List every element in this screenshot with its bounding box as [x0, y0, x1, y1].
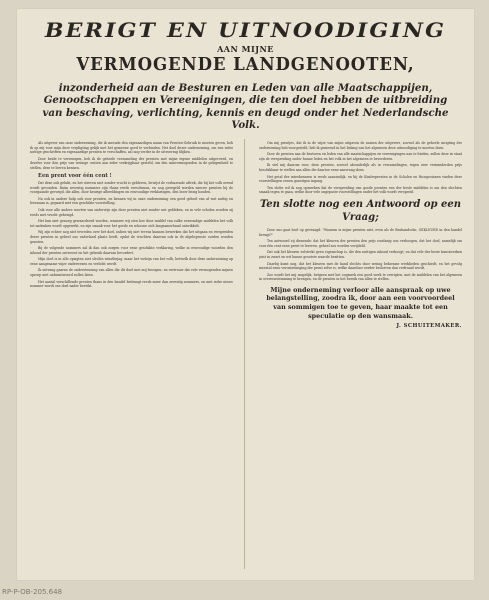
- paragraph: Dat deze ook gelukt, en het streven niet zonder vrucht is gebleven, bewijst de verbazende aftrek, die bij het volk overal wordt gevonden. Ruim zeventig nommers zijn thans reeds verschenen, en nog geregeld worden nieuwe prenten bij de voorgaande gevoegd, die allen, door keurige afbeeldingen en eenvoudige verklaringen, den lezer bezig houden.: [30, 180, 233, 195]
- paragraph: Wij zijn echter nog niet tevreden over het doel, indien wij niet tevens kunnen bewerken dat het uitgaan en verspreiden dezer prenten in geheel ons vaderland plaats heeft, opdat de vruchten daarvan ook in de afgelegenste oorden worden genoten.: [30, 230, 233, 244]
- poster-subtitle: inzonderheid aan de Besturen en Leden van alle Maatschappijen, Genootschappen en Vereenigingen, die ten doel hebben de uitbreiding van beschaving, verlichting, kennis en deugd onder het Nederlandsche Volk.: [42, 82, 449, 132]
- section-banner: Ten slotte nog een Antwoord op een Vraag;: [260, 198, 461, 223]
- poster-sheet: [17, 9, 474, 580]
- paragraph: Ook voor alle andere soorten van onderwijs zijn deze prenten niet zonder nut gebleken, en in vele scholen worden zij reeds met vrucht gebezigd.: [30, 207, 233, 217]
- paragraph: Als uitgever van onze onderneming, die ik meende den eigenaardigen naam van Prenten-Gebruik te moeten geven, heb ik op mij voor mijn dure verpligting gelijk met het gemeene goed te verbinden. Het doel dezer onderneming, om een ieder nuttige geschriften en eigenaardige prenten te verschaffen, zal nog verder in de uitvoering blijken.: [30, 141, 233, 155]
- paragraph: Om mij prentjes, dat ik in de wijze van mijne uitgaven de namen der uitgevers, zoowel als de geheele inrigting der onderneming heb voorgesteld, heb ik gemeend in het belang van het algemeen deze uitnoodiging te moeten doen.: [259, 141, 462, 150]
- paragraph: Door de prenten aan de besturen en leden van alle maatschappijen en vereenigingen aan te bieden, zullen deze in staat zijn de verspreiding onder hunne leden en het volk in het algemeen te bevorderen.: [259, 152, 462, 161]
- column-divider: [244, 139, 245, 569]
- paragraph: Dat ook het kleuren volstrekt geen eigenschap is, die den nuttigen inhoud verhoogt; en dat vele der beste kunstwerken juist in zwart en wit hunne grootste waarde bezitten.: [259, 250, 462, 259]
- signature: J. SCHUITEMAKER.: [396, 323, 462, 330]
- poster-title: BERIGT EN UITNOODIGING: [44, 18, 447, 42]
- poster-title-addressee: VERMOGENDE LANDGENOOTEN,: [76, 54, 415, 75]
- paragraph: Ik stel mij daarom voor, deze prenten, zoowel afzonderlijk als in verzamelingen, tegen zeer verminderden prijs beschikbaar te stellen aan allen die daartoe eene aanvraag doen.: [259, 163, 462, 172]
- paragraph: Na ook in andere hulp ook voor prenten, en kennen wij in onze onderneming een goed geheel van al wat nuttig en leerzaam is, gepaard met een geschikte voorstelling.: [30, 196, 233, 206]
- archive-mark: RP-P-OB-205.648: [2, 588, 63, 596]
- paragraph: Het aantal verschillende prenten thans in den handel bedraagt reeds meer dan zeventig nommers, en met ieder nieuw nommer wordt ons doel nader bereikt.: [30, 279, 233, 289]
- paragraph: Daarbij komt nog, dat het kleuren met de hand slechts door weinig bekwame werklieden geschiedt, en het gevolg meestal eene verontreiniging der prent zelve is, welke daardoor eerder bedorven dan verfraaid wordt.: [259, 261, 462, 271]
- paragraph: Ik ontvang gaarne de ondersteuning van allen die dit doel met mij beoogen, en vertrouw dat vele vermogenden mijnen oproep niet onbeantwoord zullen laten.: [30, 268, 233, 278]
- paragraph: Mijn doel is in alle opzigten niet slechts winstbejag, maar het welzijn van het volk, hetwelk door deze onderneming op eene aangename wijze onderwezen en verlicht wordt.: [30, 257, 233, 266]
- paragraph: Door beide te vereenigen, heb ik de geheele verzameling der prenten met mijne eigene middelen uitgevoerd, en dezelve voor den prijs van weinige centen aan ieder verkrijgbaar gesteld, om den minvermogenden in de gelegenheid te stellen, deze te leeren kennen.: [30, 156, 233, 170]
- highlight-line: Een prent voor één cent !: [38, 172, 112, 179]
- paragraph: Het kan niet genoeg gewaardeerd worden, wanneer wij zien hoe door middel van zulke eenvoudige middelen het volk tot nadenken wordt opgewekt, en zijn smaak voor het goede en schoone zich langzamerhand ontwikkelt.: [30, 219, 233, 228]
- paragraph: Het getal der inteekenaren is reeds aanzienlijk, en bij de Kinderprenten in de Scholen en Huisgezinnen vinden deze voorstellingen eenen gunstigen ingang.: [259, 174, 462, 184]
- poster-title-connector: AAN MIJNE: [217, 44, 274, 54]
- paragraph: Door ons gaat heel op gevraagd: "Waarom is mijne prenten niet, even als de Brabandsche, GEKLEURD in den handel brengt?": [259, 227, 462, 237]
- paragraph: Ten slotte wil ik nog opmerken dat de verspreiding van goede prenten een der beste middelen is om den slechten smaak tegen te gaan, welke door vele ongepaste voorstellingen onder het volk wordt verspreid.: [259, 185, 462, 195]
- paragraph: Ten antwoord zij dienende: dat het kleuren der prenten den prijs zoodanig zou verhoogen, dat het doel, namelijk om voor één cent eene prent te leveren, geheel zou worden verijdeld.: [259, 239, 462, 248]
- right-text-column: [259, 141, 462, 571]
- left-text-column: [30, 141, 233, 571]
- closing-statement: Mijne onderneming verloor alle aanspraak op uwe belangstelling, zoodra ik, door aan een voorvoordeel van sommigen toe te geven, haar maakte tot een speculatie op den wansmaak.: [266, 285, 455, 320]
- paragraph: Zoo wordt het mij mogelijk, hetgeen met het oogmerk een goed werk te verrigten, met de middelen van het algemeen in overeenstemming te brengen, en de prenten in het bereik van allen te stellen.: [259, 272, 462, 282]
- paragraph: Bij de volgende nummers zal ik dan ook zorgen voor eene geschikte verklaring, welke in eenvoudige woorden den inhoud der prenten ontvouwt en het gebruik daarvan bevordert.: [30, 246, 233, 255]
